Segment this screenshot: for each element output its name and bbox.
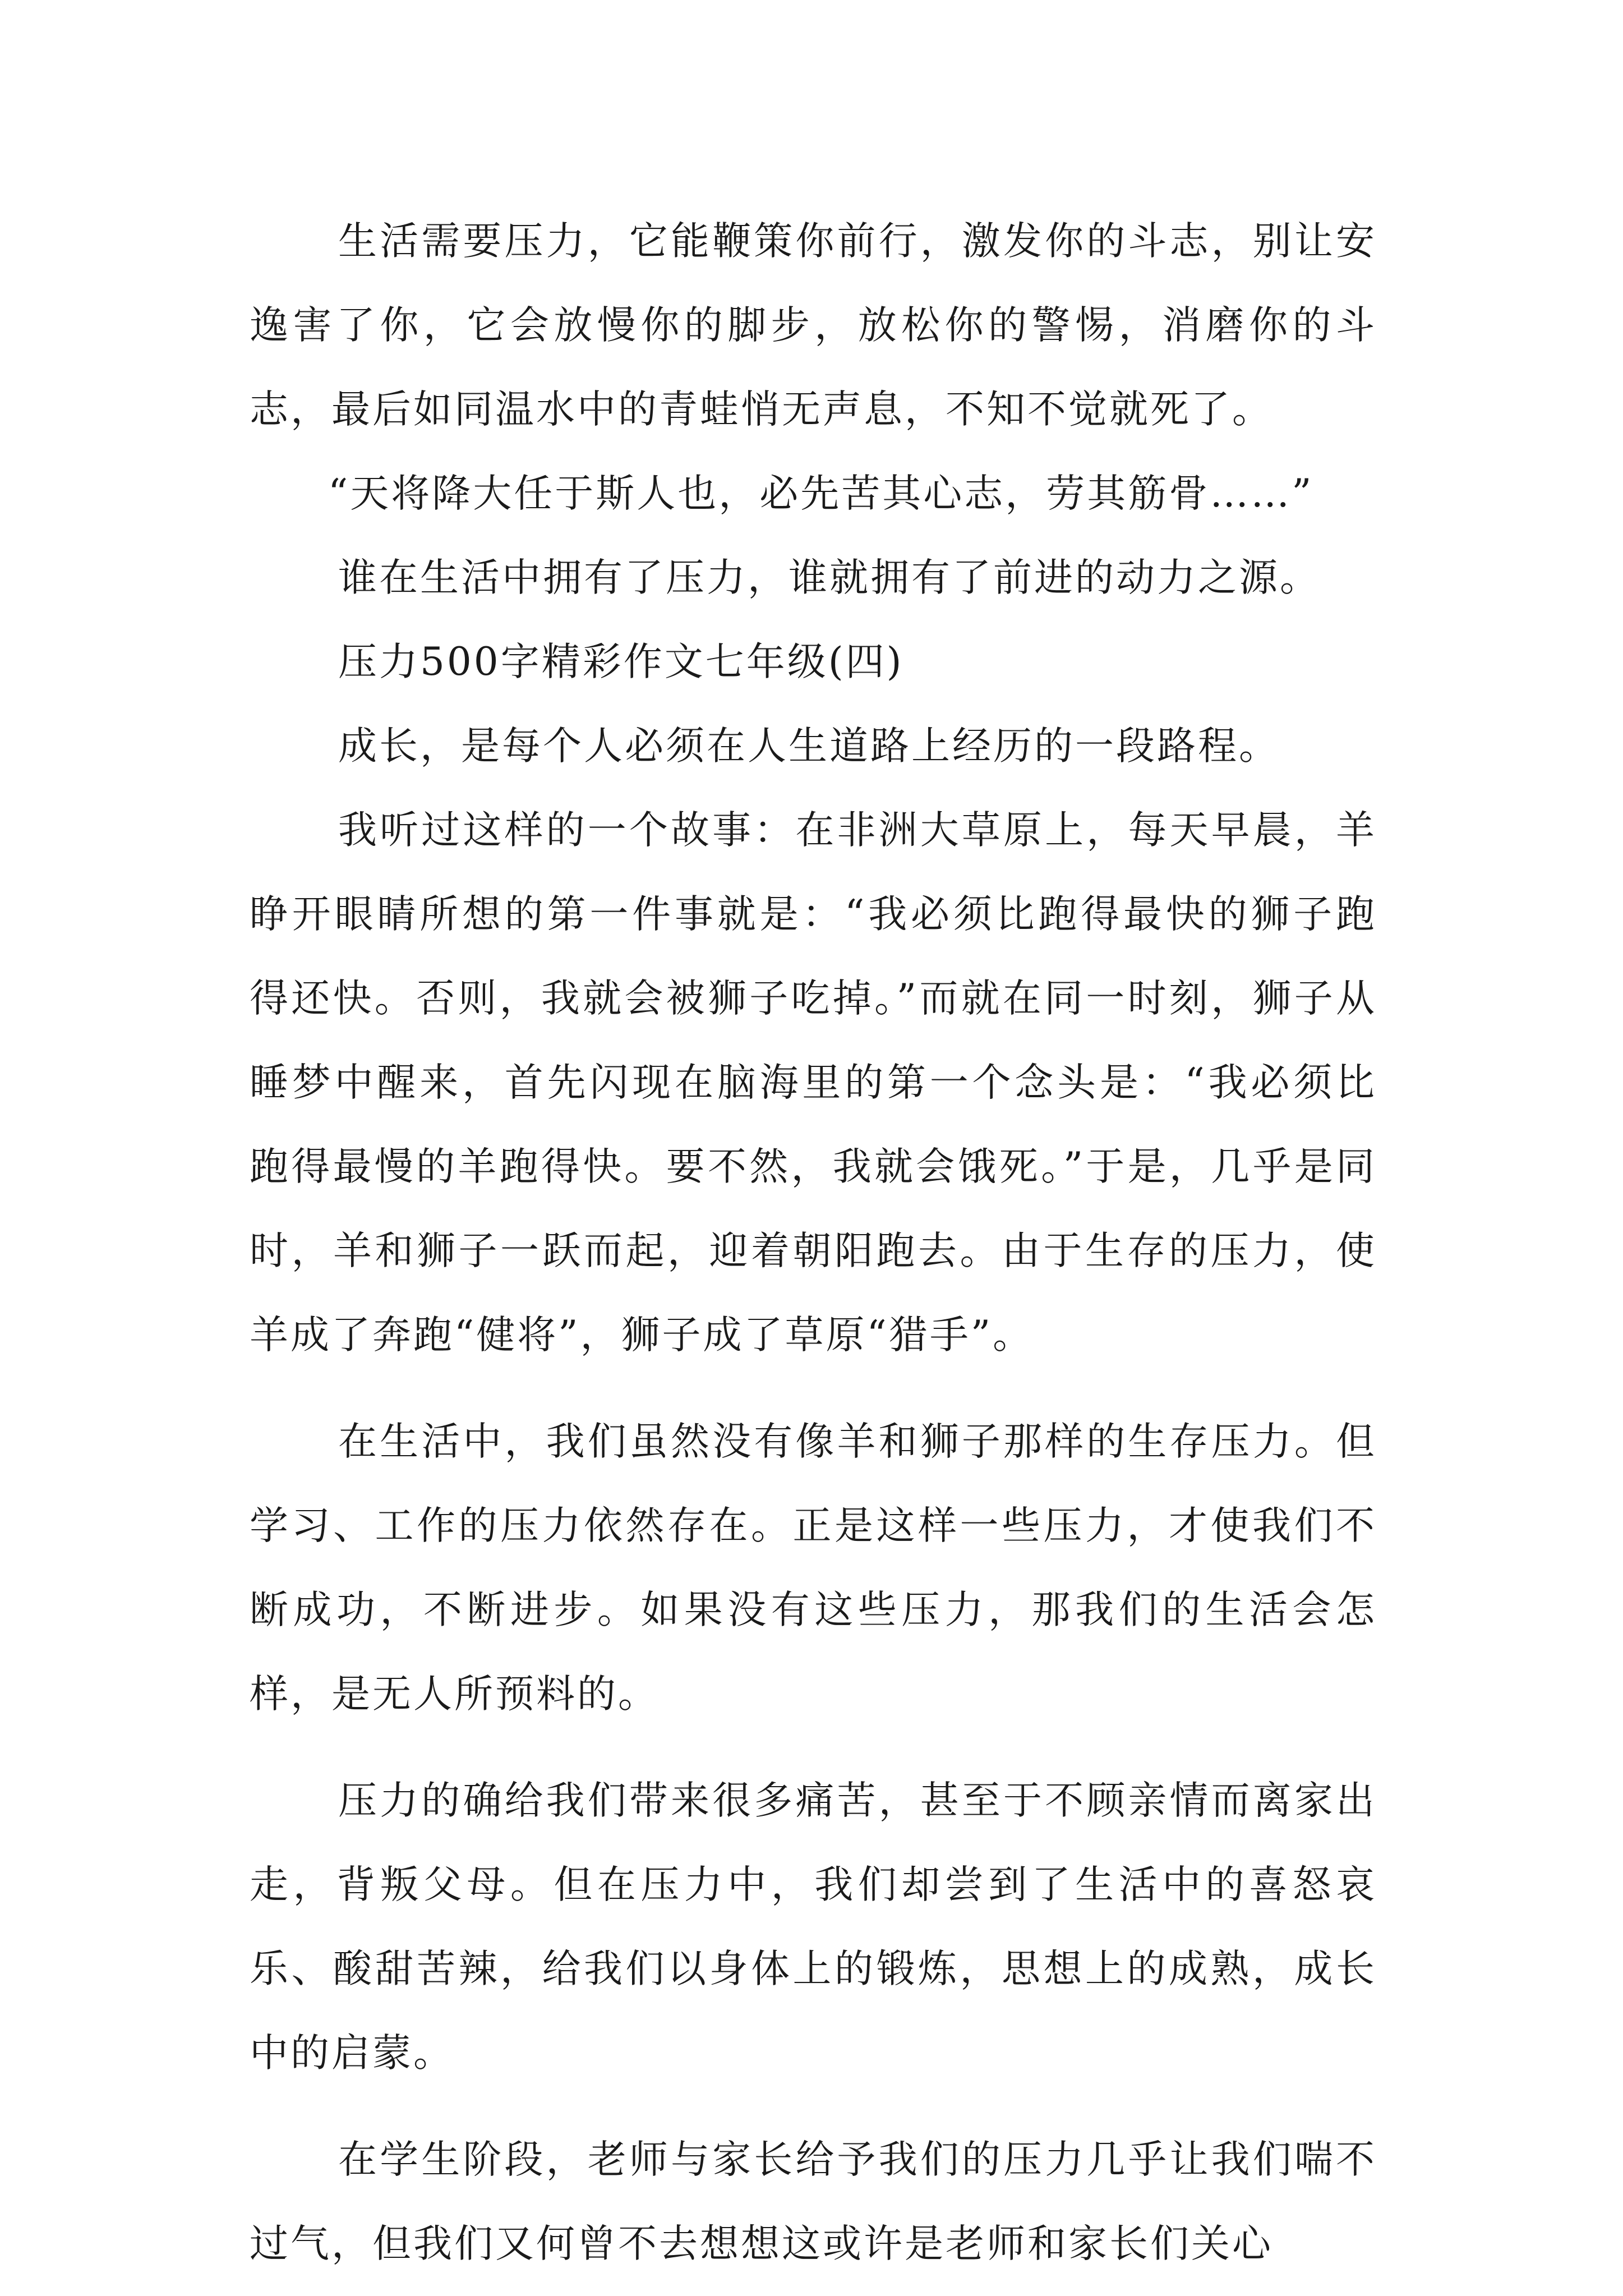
paragraph-study-work-pressure: 在生活中，我们虽然没有像羊和狮子那样的生存压力。但学习、工作的压力依然存在。正是这样一些压力，才使我们不断成功，不断进步。如果没有这些压力，那我们的生活会怎样，是无人所预料的。 <box>250 1419 1377 1717</box>
essay-body <box>250 199 1377 2286</box>
paragraph-source-of-motivation: 谁在生活中拥有了压力，谁就拥有了前进的动力之源。 <box>338 555 1321 600</box>
essay-heading: 压力500字精彩作文七年级(四) <box>338 639 904 684</box>
paragraph-pressure-needed: 生活需要压力，它能鞭策你前行，激发你的斗志，别让安逸害了你，它会放慢你的脚步，放松你的警惕，消磨你的斗志，最后如同温水中的青蛙悄无声息，不知不觉就死了。 <box>250 219 1377 432</box>
paragraph-student-stage: 在学生阶段，老师与家长给予我们的压力几乎让我们喘不过气，但我们又何曾不去想想这或许是老师和家长们关心 <box>250 2137 1377 2266</box>
paragraph-pain-and-growth: 压力的确给我们带来很多痛苦，甚至于不顾亲情而离家出走，背叛父母。但在压力中，我们却尝到了生活中的喜怒哀乐、酸甜苦辣，给我们以身体上的锻炼，思想上的成熟，成长中的启蒙。 <box>250 1778 1377 2076</box>
paragraph-lion-sheep-story: 我听过这样的一个故事：在非洲大草原上，每天早晨，羊睁开眼睛所想的第一件事就是：“我必须比跑得最快的狮子跑得还快。否则，我就会被狮子吃掉。”而就在同一时刻，狮子从睡梦中醒来，首先闪现在脑海里的第一个念头是：“我必须比跑得最慢的羊跑得快。要不然，我就会饿死。”于是，几乎是同时，羊和狮子一跃而起，迎着朝阳跑去。由于生存的压力，使羊成了奔跑“健将”，狮子成了草原“猎手”。 <box>250 808 1377 1358</box>
paragraph-classical-quote: “天将降大任于斯人也，必先苦其心志，劳其筋骨……” <box>328 471 1314 516</box>
paragraph-growth: 成长，是每个人必须在人生道路上经历的一段路程。 <box>338 724 1280 769</box>
